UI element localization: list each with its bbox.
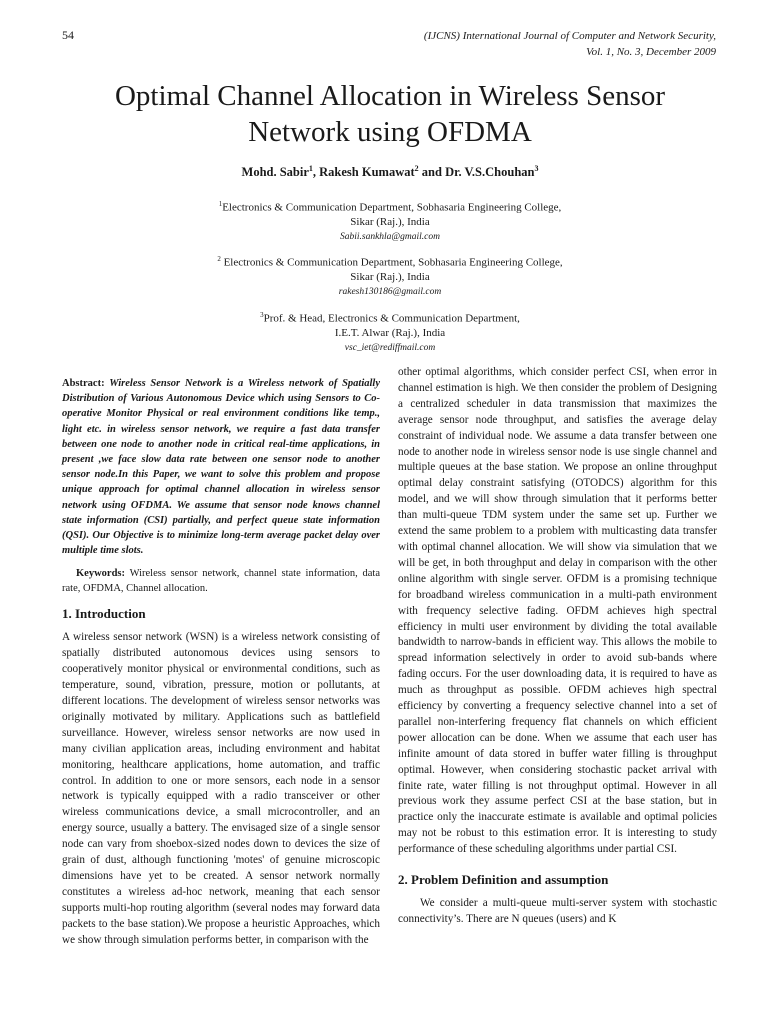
author-2-sup: 2 [414,164,419,173]
affiliation-2-line-1: Electronics & Communication Department, Sobhasaria Engineering College, [220,256,563,269]
affiliation-3-sup: 3 [260,311,264,319]
affiliation-1-email[interactable]: Sabii.sankhla@gmail.com [339,231,441,242]
author-1: Mohd. Sabir [241,165,309,180]
section-1-heading: 1. Introduction [62,606,146,622]
author-2: Rakesh Kumawat [319,165,415,180]
affiliation-1-sup: 1 [218,200,223,208]
page-number: 54 [62,28,74,42]
affiliation-1 [40,197,740,244]
abstract [62,376,380,558]
right-column [398,365,717,928]
affiliation-2-email[interactable]: rakesh130186@gmail.com [338,286,442,297]
keywords-body: Wireless sensor network, channel state information, data rate, OFDMA, Channel allocation. [62,568,380,595]
section-1-body: A wireless sensor network (WSN) is a wireless network consisting of spatially distributed autonomous devices using sensors to cooperatively monitor physical or environmental conditions, such as temperature, sound, vibration, pressure, motion or pollutants, at different locations. The development of wireless sensor networks was originally motivated by military. Applications such as battlefield surveillance. However, wireless sensor networks are now used in many civilian application areas, including environment and habitat monitoring, healthcare applications, home automation, and traffic control. In addition to one or more sensors, each node in a sensor network is typically equipped with a radio transceiver or other wireless communications device, a small microcontroller, and an energy source, usually a battery. The envisaged size of a single sensor node can vary from shoebox-sized nodes down to devices the size of grain of dust, although functioning 'motes' of genuine microscopic dimensions have yet to be created. A sensor network normally constitutes a wireless ad-hoc network, meaning that each sensor supports multi-hop routing algorithm (several nodes may forward data packets to the base station).We propose a heuristic Approaches, which we show through simulation performs better, in comparison with the [62,631,380,946]
affiliation-3-line-2: I.E.T. Alwar (Raj.), India [334,327,446,340]
author-3: Dr. V.S.Chouhan [445,165,535,180]
section-2-heading: 2. Problem Definition and assumption [398,872,609,888]
affiliation-1-line-1: Electronics & Communication Department, Sobhasaria Engineering College, [222,201,562,214]
author-3-sup: 3 [534,164,539,173]
affiliation-3 [40,308,740,355]
author-sep-1: , [312,165,320,180]
affiliation-1-line-2: Sikar (Raj.), India [350,216,430,229]
affiliation-3-email[interactable]: vsc_iet@rediffmail.com [344,342,436,353]
journal-line-1: (IJCNS) International Journal of Computer and Network Security, [423,30,716,42]
author-sep-2: and [418,165,446,180]
paper-title [40,78,740,150]
affiliation-2-sup: 2 [217,255,221,263]
journal-line-2: Vol. 1, No. 3, December 2009 [586,46,716,58]
keywords-label: Keywords: [76,568,125,580]
affiliation-2 [40,252,740,299]
keywords [62,566,380,596]
affiliation-3-line-1: Prof. & Head, Electronics & Communication Department, [263,312,520,325]
affiliation-2-line-2: Sikar (Raj.), India [350,271,430,284]
left-column [62,376,380,948]
right-column-body: other optimal algorithms, which consider perfect CSI, when error in channel estimation is high. We then consider the problem of Designing a centralized scheduler in data transmission that maximizes the average sensor node throughput, and satisfies the average delay constraint of individual node. We assume a data transfer between one node to another node in wireless sensor node is use single channel and multiple queues at the base station. We propose an online throughput optimal delay constraint satisfying (OTODCS) algorithm for this model, and we will show through simulation that it performs better than multi-queue TDM system under the same set up. Further we extend the same problem to a problem with multicasting data transfer with optimal channel allocation. We will show via simulation that we will be get, in both throughput and delay in comparison with the other online algorithm with single server. OFDM is a promising technique for broadband wireless communication in a multi-path environment with frequency selective fading. OFDM achieves high spectral efficiency in multi user environment by dividing the total available bandwidth to narrow-bands in efficient way. This allows the mobile to spread information selectively in order to avoid sub-bands where fading occurs. For the user downloading data, it is required to have as much as throughput as possible. OFDM achieves high spectral efficiency by converting a frequency selective channel into a set of parallel non-interfering frequency flat channels on which efficient power allocation can be done. When we assume that each user has infinite amount of data stored in buffer water filling is throughput optimal. However, when considering stochastic packet arrival with finite rate, water filling is not throughput optimal. However in all previous work they assume perfect CSI at the base station, but in practice only the inaccurate estimate is available and optimal policies may not be robust to this estimation error. It is interesting to study performance of these scheduling algorithms under partial CSI. [398,366,717,856]
title-line-2: Network using OFDMA [248,116,532,148]
journal-header [424,28,716,60]
section-2-body: We consider a multi-queue multi-server system with stochastic connectivity’s. There are N queues (users) and K [398,897,717,925]
abstract-body: Wireless Sensor Network is a Wireless network of Spatially Distribution of Various Autonomous Device which using Sensors to Co-operative Monitor Physical or real environment conditions like temp., light etc. in wireless sensor network, we require a fast data transfer between one node to another node in critical real-time applications, in present ,we face slow data rate between one sensor node to another sensor node.In this Paper, we want to solve this problem and propose unique approach for optimal channel allocation in wireless sensor network using OFDMA. We assume that sensor node knows channel state information (CSI) partially, and perfect queue state information (QSI). Our Objective is to minimize long-term average packet delay over multiple time slots. [62,378,381,557]
author-list [40,164,740,180]
title-line-1: Optimal Channel Allocation in Wireless Sensor [114,80,666,112]
abstract-label: Abstract: [62,378,105,389]
author-1-sup: 1 [308,164,313,173]
